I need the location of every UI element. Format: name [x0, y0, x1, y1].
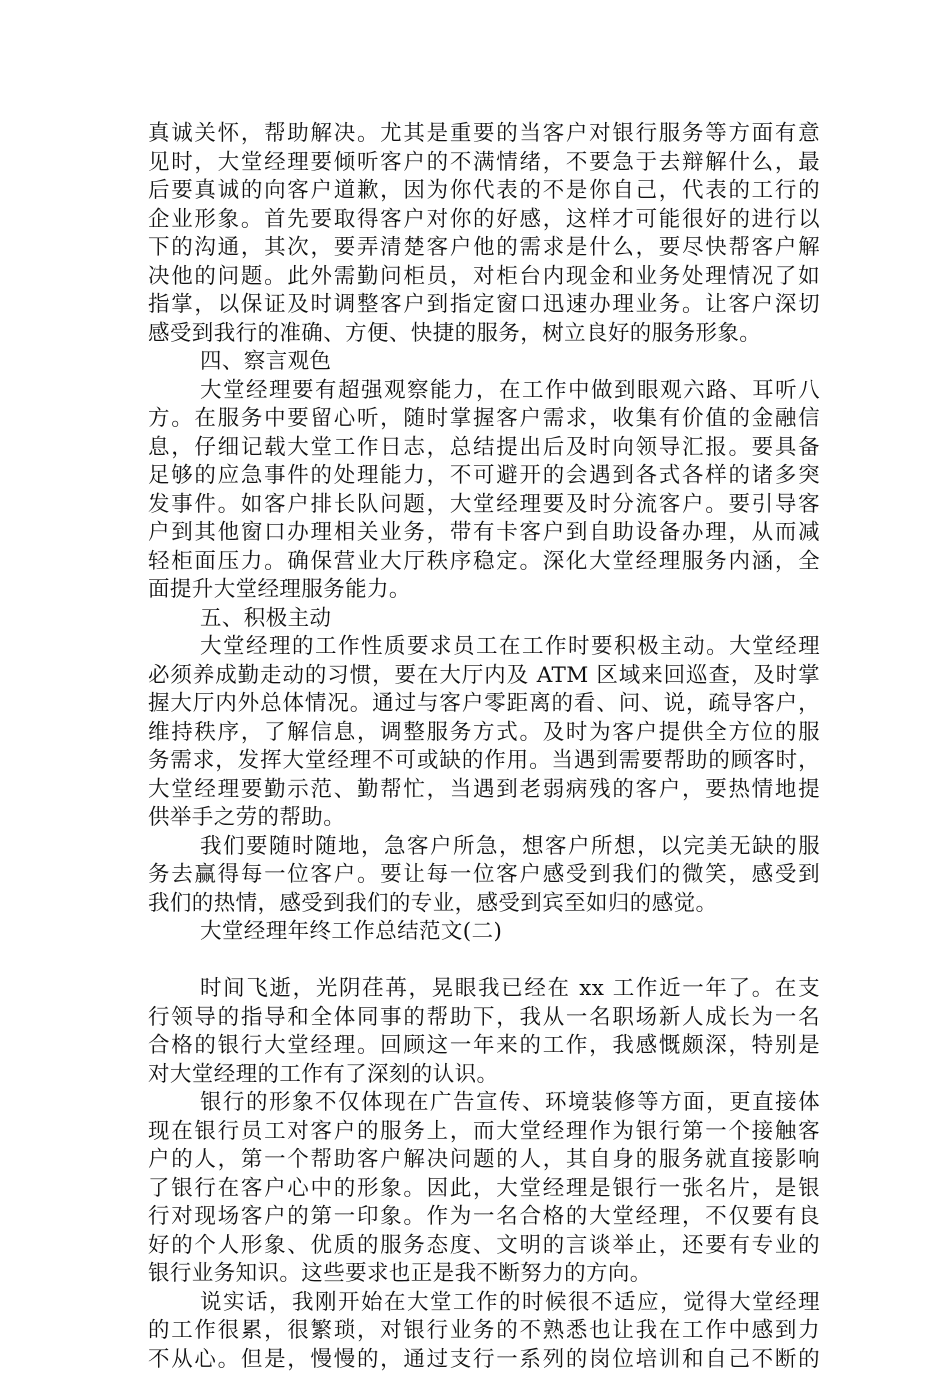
text-line: 对大堂经理的工作有了深刻的认识。 — [148, 1061, 820, 1090]
text-line: 感受到我行的准确、方便、快捷的服务，树立良好的服务形象。 — [148, 320, 820, 349]
text-line: 现在银行员工对客户的服务上，而大堂经理作为银行第一个接触客 — [148, 1118, 820, 1147]
text-line: 大堂经理要有超强观察能力，在工作中做到眼观六路、耳听八 — [148, 377, 820, 406]
text-line: 大堂经理的工作性质要求员工在工作时要积极主动。大堂经理 — [148, 633, 820, 662]
text-line: 好的个人形象、优质的服务态度、文明的言谈举止，还要有专业的 — [148, 1232, 820, 1261]
section-heading: 四、察言观色 — [148, 348, 820, 377]
text-line: 发事件。如客户排长队问题，大堂经理要及时分流客户。要引导客 — [148, 491, 820, 520]
text-line: 说实话，我刚开始在大堂工作的时候很不适应，觉得大堂经理 — [148, 1289, 820, 1318]
text-line: 供举手之劳的帮助。 — [148, 804, 820, 833]
text-line: 不从心。但是，慢慢的，通过支行一系列的岗位培训和自己不断的 — [148, 1346, 820, 1374]
text-line: 务去赢得每一位客户。要让每一位客户感受到我们的微笑，感受到 — [148, 861, 820, 890]
section-heading: 五、积极主动 — [148, 605, 820, 634]
text-line: 银行的形象不仅体现在广告宣传、环境装修等方面，更直接体 — [148, 1089, 820, 1118]
text-line: 我们要随时随地，急客户所急，想客户所想，以完美无缺的服 — [148, 833, 820, 862]
document-body — [148, 120, 820, 1374]
section-heading: 大堂经理年终工作总结范文(二) — [148, 918, 820, 947]
text-line: 了银行在客户心中的形象。因此，大堂经理是银行一张名片，是银 — [148, 1175, 820, 1204]
text-line: 户的人，第一个帮助客户解决问题的人，其自身的服务就直接影响 — [148, 1146, 820, 1175]
text-line: 行对现场客户的第一印象。作为一名合格的大堂经理，不仅要有良 — [148, 1203, 820, 1232]
text-line: 指掌，以保证及时调整客户到指定窗口迅速办理业务。让客户深切 — [148, 291, 820, 320]
text-line: 行领导的指导和全体同事的帮助下，我从一名职场新人成长为一名 — [148, 1004, 820, 1033]
text-line: 面提升大堂经理服务能力。 — [148, 576, 820, 605]
text-line: 握大厅内外总体情况。通过与客户零距离的看、问、说，疏导客户， — [148, 690, 820, 719]
text-line: 维持秩序，了解信息，调整服务方式。及时为客户提供全方位的服 — [148, 719, 820, 748]
blank-line — [148, 947, 820, 976]
text-line: 必须养成勤走动的习惯，要在大厅内及 ATM 区域来回巡查，及时掌 — [148, 662, 820, 691]
text-line: 务需求，发挥大堂经理不可或缺的作用。当遇到需要帮助的顾客时， — [148, 747, 820, 776]
text-line: 企业形象。首先要取得客户对你的好感，这样才可能很好的进行以 — [148, 206, 820, 235]
text-line: 方。在服务中要留心听，随时掌握客户需求，收集有价值的金融信 — [148, 405, 820, 434]
text-line: 轻柜面压力。确保营业大厅秩序稳定。深化大堂经理服务内涵，全 — [148, 548, 820, 577]
text-line: 合格的银行大堂经理。回顾这一年来的工作，我感慨颇深，特别是 — [148, 1032, 820, 1061]
text-line: 足够的应急事件的处理能力，不可避开的会遇到各式各样的诸多突 — [148, 462, 820, 491]
text-line: 见时，大堂经理要倾听客户的不满情绪，不要急于去辩解什么，最 — [148, 149, 820, 178]
text-line: 后要真诚的向客户道歉，因为你代表的不是你自己，代表的工行的 — [148, 177, 820, 206]
text-line: 决他的问题。此外需勤问柜员，对柜台内现金和业务处理情况了如 — [148, 263, 820, 292]
text-line: 真诚关怀，帮助解决。尤其是重要的当客户对银行服务等方面有意 — [148, 120, 820, 149]
text-line: 的工作很累，很繁琐，对银行业务的不熟悉也让我在工作中感到力 — [148, 1317, 820, 1346]
text-line: 大堂经理要勤示范、勤帮忙，当遇到老弱病残的客户，要热情地提 — [148, 776, 820, 805]
text-line: 时间飞逝，光阴荏苒，晃眼我已经在 xx 工作近一年了。在支 — [148, 975, 820, 1004]
text-line: 户到其他窗口办理相关业务，带有卡客户到自助设备办理，从而减 — [148, 519, 820, 548]
text-line: 息，仔细记载大堂工作日志，总结提出后及时向领导汇报。要具备 — [148, 434, 820, 463]
text-line: 我们的热情，感受到我们的专业，感受到宾至如归的感觉。 — [148, 890, 820, 919]
text-line: 下的沟通，其次，要弄清楚客户他的需求是什么，要尽快帮客户解 — [148, 234, 820, 263]
text-line: 银行业务知识。这些要求也正是我不断努力的方向。 — [148, 1260, 820, 1289]
